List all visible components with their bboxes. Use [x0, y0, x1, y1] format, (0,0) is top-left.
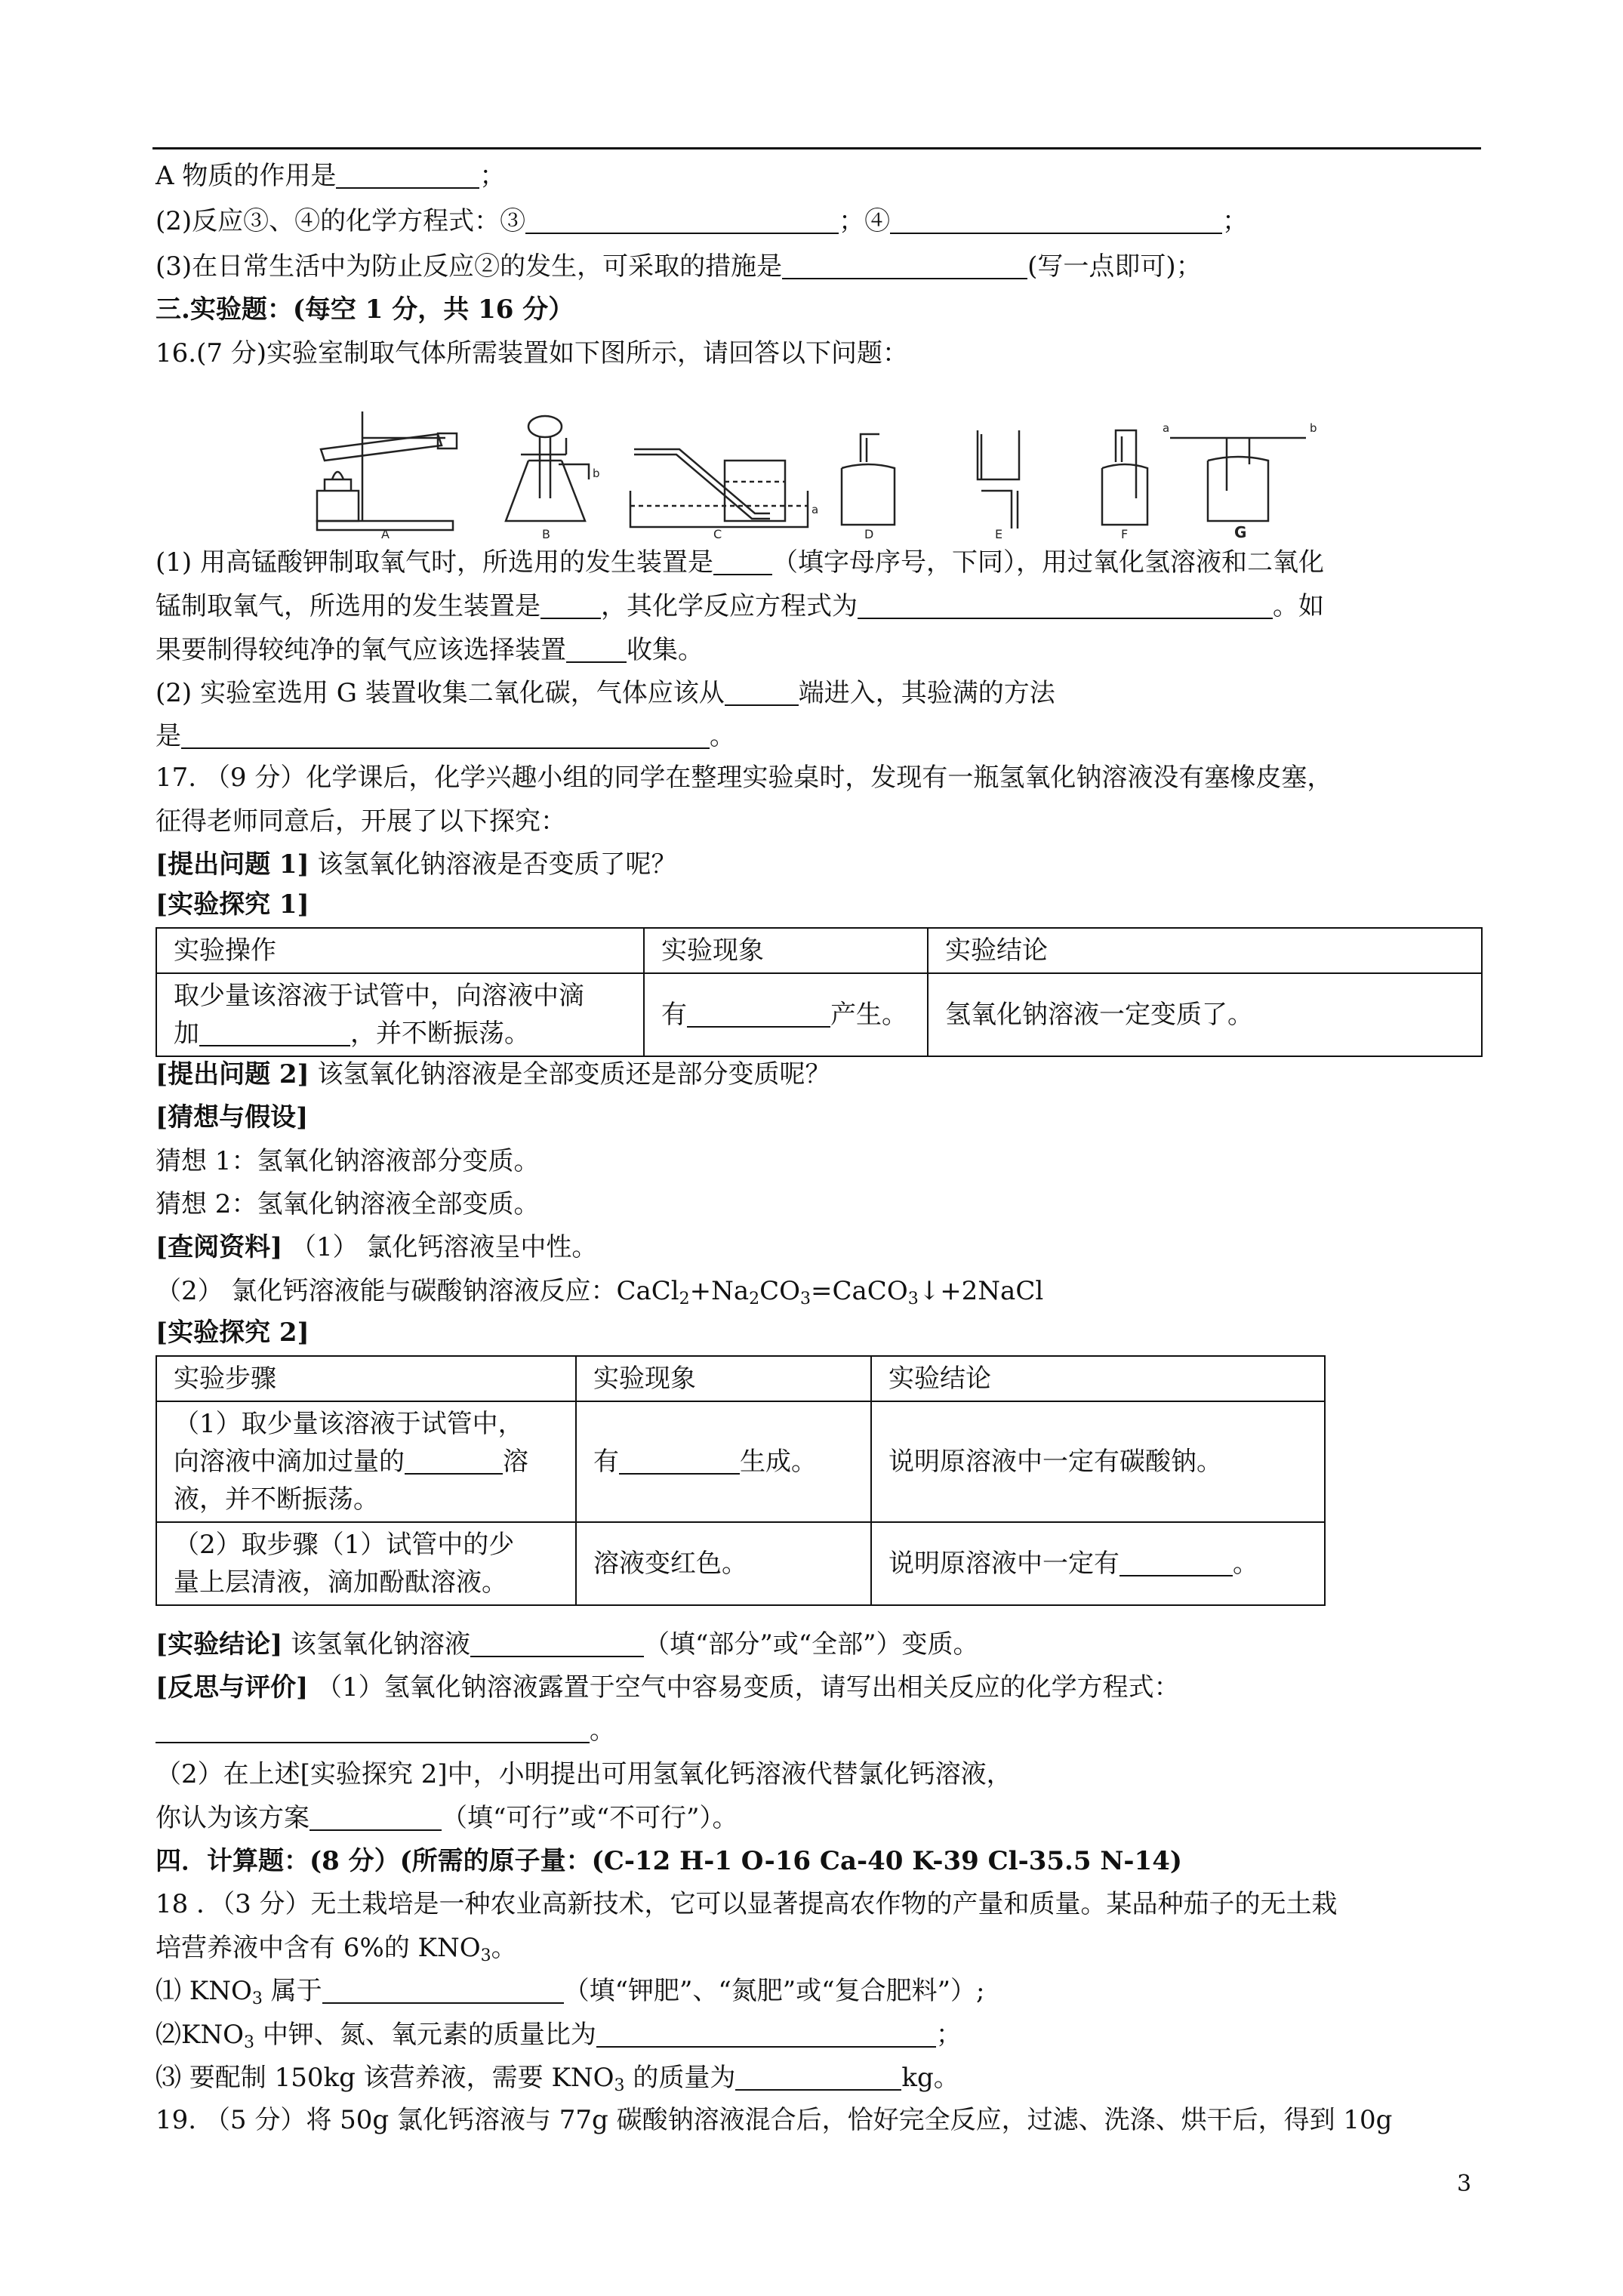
- text: +Na: [689, 1276, 750, 1306]
- answer-blank[interactable]: [181, 720, 710, 749]
- table-header: 实验现象: [644, 928, 928, 973]
- q16-part2-line2: [156, 717, 735, 755]
- reference-2: [156, 1272, 1043, 1310]
- answer-blank[interactable]: [525, 205, 839, 234]
- text: 该氢氧化钠溶液: [282, 1629, 470, 1660]
- subscript: 3: [614, 2076, 625, 2095]
- tag: [实验结论]: [156, 1629, 283, 1660]
- table-header-row: [156, 1356, 1325, 1401]
- cell-text: （1）取少量该溶液于试管中，: [174, 1409, 524, 1439]
- table-row: [156, 1401, 1325, 1522]
- section-3-title: 三.实验题：(每空 1 分，共 16 分）: [156, 294, 574, 325]
- text: 。: [590, 1715, 615, 1746]
- apparatus-b: [506, 416, 589, 521]
- table-header: 实验操作: [156, 928, 644, 973]
- subscript: 2: [679, 1290, 690, 1308]
- answer-blank[interactable]: [890, 205, 1222, 234]
- subscript: 3: [251, 1989, 263, 2008]
- label-g-b: b: [1310, 421, 1317, 435]
- text: A 物质的作用是: [156, 161, 337, 191]
- cell-text: [174, 1443, 559, 1481]
- text: (写一点即可)；: [1027, 251, 1202, 282]
- text: (2)反应③、④的化学方程式：③: [156, 206, 526, 236]
- apparatus-g: [1170, 438, 1306, 521]
- tag: [查阅资料]: [156, 1232, 283, 1262]
- text: 有: [593, 1447, 619, 1477]
- text: 你认为该方案: [156, 1803, 310, 1833]
- question-18-line2: [156, 1929, 517, 1967]
- text: 产生。: [830, 1000, 907, 1030]
- text: 。: [491, 1933, 517, 1963]
- text: （填“可行”或“不可行”）。: [442, 1803, 738, 1833]
- table-header: 实验现象: [576, 1356, 871, 1401]
- text: ⑶ 要配制 150kg 该营养液，需要 KNO: [156, 2063, 614, 2093]
- label-f: F: [1121, 527, 1129, 540]
- hypothesis-1: 猜想 1：氢氧化钠溶液部分变质。: [156, 1146, 540, 1176]
- answer-blank[interactable]: [713, 547, 772, 575]
- cell-text: [174, 1015, 627, 1052]
- question-18-line1: 18 ．（3 分）无土栽培是一种农业高新技术，它可以显著提高农作物的产量和质量。某品种茄子的无土栽: [156, 1889, 1338, 1919]
- answer-blank[interactable]: [619, 1446, 740, 1475]
- reflection-3: [156, 1799, 738, 1837]
- answer-blank[interactable]: [782, 251, 1027, 279]
- text: 说明原溶液中一定有: [888, 1549, 1119, 1579]
- answer-blank[interactable]: [322, 1975, 564, 2004]
- subscript: 3: [907, 1290, 919, 1308]
- question-19: 19. （5 分）将 50g 氯化钙溶液与 77g 碳酸钠溶液混合后，恰好完全反应，过滤、洗涤、烘干后，得到 10g: [156, 2105, 1393, 2135]
- label-c: C: [713, 527, 722, 540]
- table-cell: [644, 973, 928, 1056]
- text: 培营养液中含有 6%的 KNO: [156, 1933, 481, 1963]
- text: ↓+2NaCl: [918, 1276, 1044, 1306]
- text: （填“钾肥”、“氮肥”或“复合肥料”）;: [563, 1976, 985, 2006]
- text: （2） 氯化钙溶液能与碳酸钠溶液反应：CaCl: [156, 1276, 679, 1306]
- label-b: B: [542, 527, 550, 540]
- q16-part1-line2: [156, 587, 1324, 625]
- q16-part2-line1: [156, 674, 1055, 712]
- table-cell: [156, 973, 644, 1056]
- subscript: 3: [244, 2033, 255, 2052]
- reflection-1: [156, 1669, 1180, 1706]
- tag: [反思与评价]: [156, 1672, 309, 1703]
- text: ；: [935, 2020, 962, 2050]
- text: =CaCO: [811, 1276, 908, 1306]
- answer-blank[interactable]: [735, 2062, 901, 2091]
- table-cell: 说明原溶液中一定有碳酸钠。: [871, 1401, 1325, 1522]
- text: 该氢氧化钠溶液是否变质了呢？: [309, 849, 677, 880]
- answer-blank[interactable]: [858, 590, 1273, 619]
- cell-text: 量上层清液，滴加酚酞溶液。: [174, 1567, 507, 1598]
- q18-part1: [156, 1972, 984, 2010]
- tag: [提出问题 1]: [156, 849, 310, 880]
- answer-blank[interactable]: [405, 1446, 503, 1475]
- text: ，其化学反应方程式为: [601, 591, 858, 621]
- experiment-conclusion: [156, 1626, 979, 1663]
- table-cell: 溶液变红色。: [576, 1522, 871, 1605]
- text: 锰制取氧气，所选用的发生装置是: [156, 591, 540, 621]
- text: 向溶液中滴加过量的: [174, 1447, 405, 1477]
- table-cell: [576, 1401, 871, 1522]
- reflection-answer: [156, 1712, 615, 1749]
- line-prevent-measure: [156, 248, 1202, 285]
- text: ⑵KNO: [156, 2020, 245, 2050]
- problem-2: [156, 1056, 830, 1093]
- apparatus-c: [630, 449, 808, 527]
- header-rule: [152, 147, 1481, 149]
- text: 的质量为: [624, 2063, 736, 2093]
- text: 。: [710, 721, 735, 751]
- subscript: 2: [749, 1290, 760, 1308]
- apparatus-a: [317, 411, 457, 530]
- text: 。如: [1273, 591, 1324, 621]
- table-cell: [156, 1522, 576, 1605]
- text: (3)在日常生活中为防止反应②的发生，可采取的措施是: [156, 251, 783, 282]
- label-c-port: a: [812, 503, 819, 516]
- text: (2) 实验室选用 G 装置收集二氧化碳，气体应该从: [156, 678, 725, 708]
- apparatus-d: [842, 434, 895, 525]
- text: （填字母序号，下同），用过氧化氢溶液和二氧化: [771, 547, 1324, 578]
- answer-blank[interactable]: [156, 1715, 590, 1743]
- answer-blank[interactable]: [470, 1629, 644, 1657]
- text: 属于: [262, 1976, 322, 2006]
- reference-1: [156, 1228, 597, 1266]
- table-cell: [156, 1401, 576, 1522]
- text: 端进入，其验满的方法: [798, 678, 1055, 708]
- text: 溶: [503, 1447, 528, 1477]
- text: 生成。: [740, 1447, 817, 1477]
- apparatus-diagram: [302, 408, 1336, 540]
- answer-blank[interactable]: [336, 160, 479, 189]
- label-e: E: [995, 527, 1003, 540]
- answer-blank[interactable]: [1119, 1548, 1233, 1576]
- label-d: D: [864, 527, 874, 540]
- experiment-1-table: [156, 927, 1483, 1057]
- label-g: G: [1234, 523, 1247, 540]
- table-cell: [871, 1522, 1325, 1605]
- answer-blank[interactable]: [199, 1018, 350, 1046]
- text: 。: [1233, 1549, 1258, 1579]
- text: ；: [1222, 206, 1249, 236]
- table-row: [156, 1522, 1325, 1605]
- hypothesis-2: 猜想 2：氢氧化钠溶液全部变质。: [156, 1189, 540, 1219]
- text: (1) 用高锰酸钾制取氧气时，所选用的发生装置是: [156, 547, 713, 578]
- answer-blank[interactable]: [540, 590, 601, 619]
- question-16: 16.(7 分)实验室制取气体所需装置如下图所示，请回答以下问题：: [156, 338, 909, 368]
- subscript: 3: [800, 1290, 812, 1308]
- reflection-2: （2）在上述[实验探究 2]中，小明提出可用氢氧化钙溶液代替氯化钙溶液，: [156, 1759, 1012, 1789]
- experiment-2-table: [156, 1355, 1326, 1606]
- question-17-line2: 征得老师同意后，开展了以下探究：: [156, 806, 566, 837]
- table-header: 实验步骤: [156, 1356, 576, 1401]
- text: 收集。: [627, 635, 704, 665]
- text: 有: [661, 1000, 687, 1030]
- cell-text: 液，并不断振荡。: [174, 1484, 379, 1515]
- text: 果要制得较纯净的氧气应该选择装置: [156, 635, 566, 665]
- line-a-material: [156, 157, 505, 195]
- answer-blank[interactable]: [725, 677, 799, 706]
- table-cell: 氢氧化钠溶液一定变质了。: [928, 973, 1482, 1056]
- text: ⑴ KNO: [156, 1976, 252, 2006]
- apparatus-e: [978, 430, 1019, 529]
- hypothesis-title: [猜想与假设]: [156, 1102, 309, 1133]
- subscript: 3: [480, 1946, 491, 1965]
- cell-text: （2）取步骤（1）试管中的少: [174, 1530, 515, 1560]
- text: CO: [759, 1276, 801, 1306]
- experiment-1-title: [实验探究 1]: [156, 889, 310, 920]
- problem-1: [156, 846, 676, 883]
- cell-text: 取少量该溶液于试管中，向溶液中滴: [174, 981, 584, 1011]
- answer-blank[interactable]: [687, 999, 830, 1028]
- q18-part3: [156, 2059, 959, 2097]
- question-17-line1: 17. （9 分）化学课后，化学兴趣小组的同学在整理实验桌时，发现有一瓶氢氧化钠溶液没有塞橡皮塞，: [156, 763, 1333, 793]
- text: （填“部分”或“全部”）变质。: [644, 1629, 979, 1660]
- answer-blank[interactable]: [310, 1802, 442, 1831]
- table-header: 实验结论: [871, 1356, 1325, 1401]
- text: kg。: [901, 2063, 959, 2093]
- label-g-a: a: [1163, 421, 1170, 435]
- experiment-2-title: [实验探究 2]: [156, 1318, 310, 1348]
- q16-part1-line3: [156, 631, 704, 669]
- text: 中钾、氮、氧元素的质量比为: [254, 2020, 596, 2050]
- tag: [提出问题 2]: [156, 1059, 310, 1089]
- text: ；: [479, 161, 506, 191]
- text: 是: [156, 721, 181, 751]
- apparatus-f: [1102, 430, 1147, 525]
- table-header: 实验结论: [928, 928, 1482, 973]
- line-reaction-equations: [156, 202, 1248, 240]
- table-header-row: [156, 928, 1482, 973]
- page-number: 3: [1457, 2171, 1472, 2197]
- q16-part1-line1: [156, 544, 1324, 581]
- q18-part2: [156, 2016, 962, 2054]
- label-b-port: b: [593, 467, 600, 480]
- text: 加: [174, 1019, 199, 1049]
- text: ；④: [839, 206, 891, 236]
- answer-blank[interactable]: [566, 634, 627, 663]
- text: 该氢氧化钠溶液是全部变质还是部分变质呢？: [309, 1059, 831, 1089]
- text: ，并不断振荡。: [350, 1019, 530, 1049]
- text: （1） 氯化钙溶液呈中性。: [282, 1232, 598, 1262]
- text: （1）氢氧化钠溶液露置于空气中容易变质，请写出相关反应的化学方程式：: [308, 1672, 1180, 1703]
- answer-blank[interactable]: [596, 2019, 936, 2048]
- section-4-title: 四．计算题：(8 分）(所需的原子量：(C-12 H-1 O-16 Ca-40 K-39 Cl-35.5 N-14): [156, 1846, 1182, 1876]
- table-row: [156, 973, 1482, 1056]
- label-a: A: [381, 527, 390, 540]
